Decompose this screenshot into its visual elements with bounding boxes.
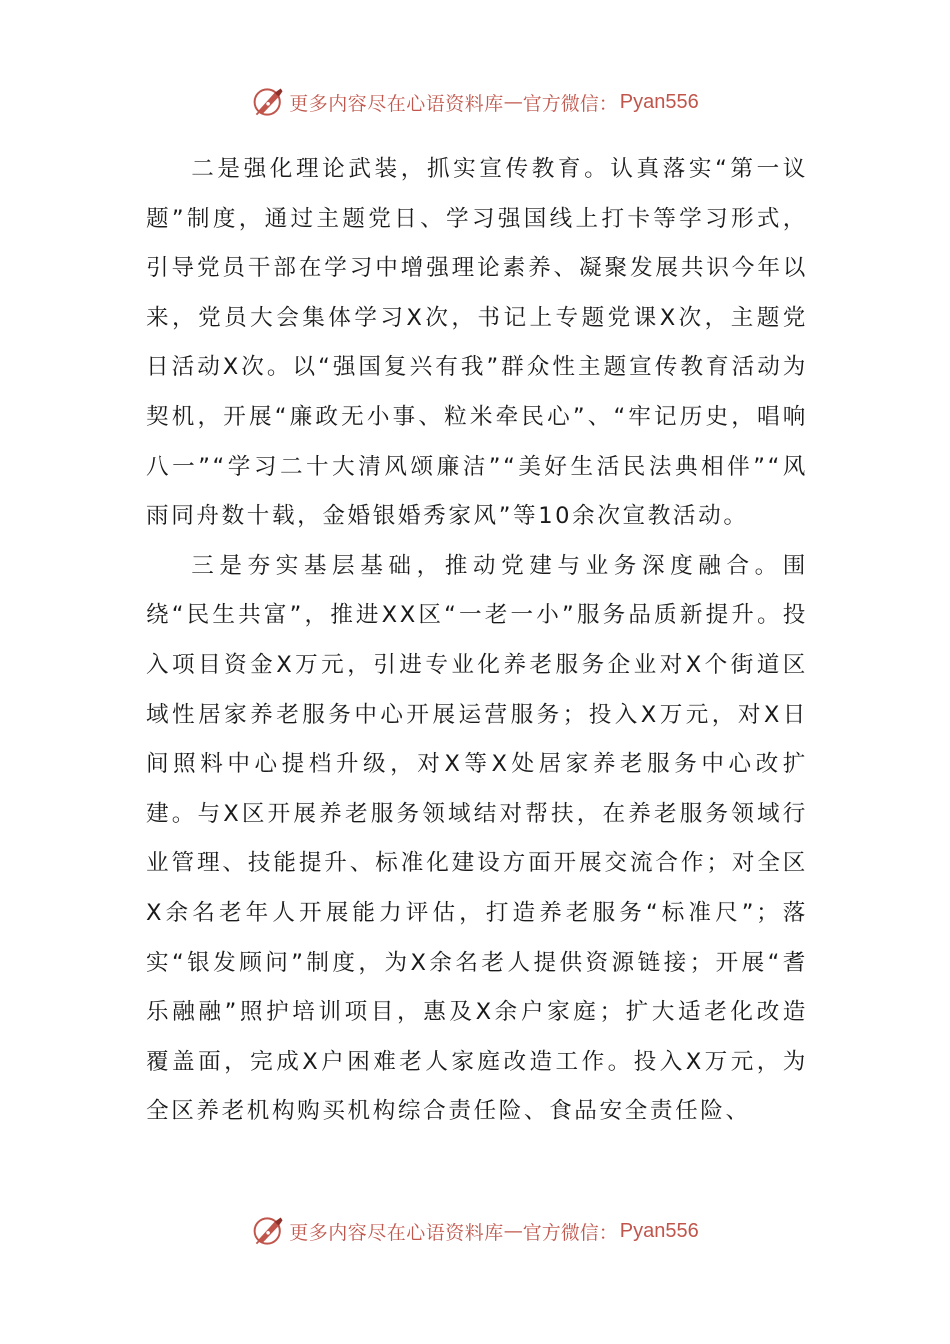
banner-text: 更多内容尽在心语资料库 [289, 1221, 504, 1244]
pen-nib-logo-icon [251, 84, 287, 120]
banner-wechat-label: 官方微信： [522, 92, 618, 115]
paragraph-2: 二是强化理论武装，抓实宣传教育。认真落实“第一议题”制度，通过主题党日、学习强国线上打卡等学习形式，引导党员干部在学习中增强理论素养、凝聚发展共识今年以来，党员大会集体学习X次，书记上专题党课X次，主题党日活动X次。以“强国复兴有我”群众性主题宣传教育活动为契机，开展“廉政无小事、粒米牵民心”、“牢记历史，唱响八一”“学习二十大清风颂廉洁”“美好生活民法典相伴”“风雨同舟数十载，金婚银婚秀家风”等10余次宣教活动。 [146, 156, 808, 530]
banner-text: 更多内容尽在心语资料库 [289, 92, 504, 115]
footer-banner [0, 1211, 950, 1251]
banner-separator: — [503, 91, 523, 113]
document-body [146, 145, 808, 1137]
banner-wechat-label: 官方微信： [522, 1221, 618, 1244]
pen-nib-logo-icon [251, 1213, 287, 1249]
paragraph-3: 三是夯实基层基础，推动党建与业务深度融合。围绕“民生共富”，推进XX区“一老一小”服务品质新提升。投入项目资金X万元，引进专业化养老服务企业对X个街道区域性居家养老服务中心开展运营服务；投入X万元，对X日间照料中心提档升级，对X等X处居家养老服务中心改扩建。与X区开展养老服务领域结对帮扶，在养老服务领域行业管理、技能提升、标准化建设方面开展交流合作；对全区X余名老年人开展能力评估，打造养老服务“标准尺”；落实“银发顾问”制度，为X余名老人提供资源链接；开展“耆乐融融”照护培训项目，惠及X余户家庭；扩大适老化改造覆盖面，完成X户困难老人家庭改造工作。投入X万元，为全区养老机构购买机构综合责任险、食品安全责任险、 [146, 552, 808, 1125]
banner-separator: — [503, 1220, 523, 1242]
banner-wechat-id: Pyan556 [619, 1219, 699, 1242]
header-banner [0, 82, 950, 122]
banner-wechat-id: Pyan556 [619, 90, 699, 113]
